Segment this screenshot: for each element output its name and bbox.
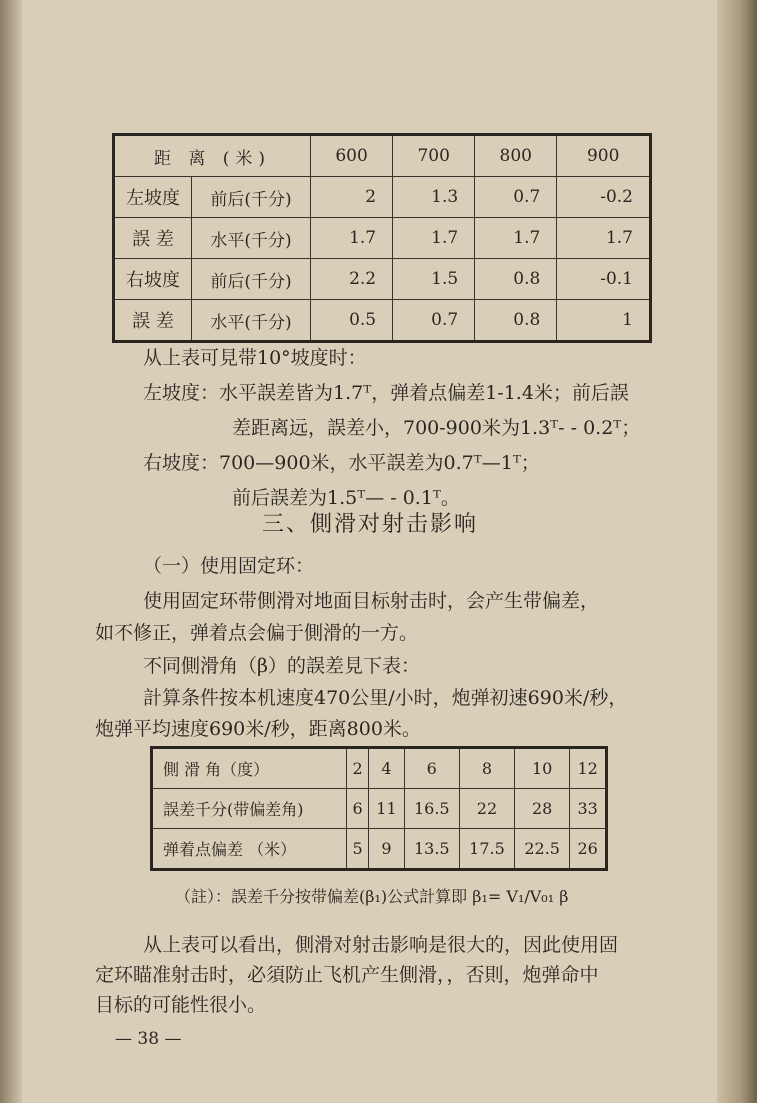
- table-cell: 13.5: [404, 829, 459, 870]
- paragraph-line: 計算条件按本机速度470公里/小时，炮弹初速690米/秒，: [143, 687, 628, 709]
- row-label: 弹着点偏差 （米）: [152, 829, 347, 870]
- table-cell: 0.5: [311, 300, 393, 342]
- table-row: [152, 748, 607, 789]
- table-cell: 1.7: [557, 218, 651, 259]
- paragraph-line: 如不修正，弹着点会偏于側滑的一方。: [95, 622, 419, 644]
- table-cell: 2: [347, 748, 369, 789]
- table-cell: 33: [570, 789, 607, 829]
- table-row: [152, 789, 607, 829]
- table-cell: 11: [369, 789, 404, 829]
- table-cell: 26: [570, 829, 607, 870]
- row-label: 誤差千分(带偏差角): [152, 789, 347, 829]
- sub-heading: （一）使用固定环：: [143, 555, 315, 577]
- table-cell: 8: [459, 748, 514, 789]
- paragraph-line: 使用固定环带側滑对地面目标射击时，会产生带偏差，: [143, 590, 600, 612]
- paragraph-line: 右坡度：700—900米，水平誤差为0.7ᵀ—1ᵀ；: [143, 452, 540, 474]
- table-row: [114, 218, 651, 259]
- col-header: 600: [311, 135, 393, 177]
- book-spine: [0, 0, 22, 1103]
- col-header: 900: [557, 135, 651, 177]
- group-label: 誤 差: [114, 218, 192, 259]
- table-cell: -0.1: [557, 259, 651, 300]
- table-cell: 12: [570, 748, 607, 789]
- table-row: [152, 829, 607, 870]
- group-label: 右坡度: [114, 259, 192, 300]
- table-cell: 6: [404, 748, 459, 789]
- paragraph-line: 定环瞄准射击时，必須防止飞机产生側滑，，否則，炮弹命中: [95, 964, 599, 986]
- table-cell: 22.5: [515, 829, 570, 870]
- paragraph-line: 差距离远，誤差小，700-900米为1.3ᵀ- - 0.2ᵀ；: [232, 417, 641, 439]
- col-header: 800: [475, 135, 557, 177]
- row-label: 水平(千分): [192, 300, 311, 342]
- table-cell: 1.7: [393, 218, 475, 259]
- paragraph-line: 不同側滑角（β）的誤差見下表：: [143, 655, 420, 677]
- slope-error-table: [112, 133, 652, 343]
- group-label: 誤 差: [114, 300, 192, 342]
- table-cell: 16.5: [404, 789, 459, 829]
- paragraph-line: 左坡度：水平誤差皆为1.7ᵀ，弹着点偏差1-1.4米；前后誤: [143, 382, 629, 404]
- table-cell: 1: [557, 300, 651, 342]
- table-cell: 6: [347, 789, 369, 829]
- table-header-row: [114, 135, 651, 177]
- table-cell: 0.8: [475, 259, 557, 300]
- table-cell: 0.7: [393, 300, 475, 342]
- table-cell: 28: [515, 789, 570, 829]
- paragraph-line: 从上表可以看出，側滑对射击影响是很大的，因此使用固: [143, 934, 619, 956]
- row-label: 前后(千分): [192, 259, 311, 300]
- table-row: [114, 300, 651, 342]
- table-cell: 22: [459, 789, 514, 829]
- table-cell: 2.2: [311, 259, 393, 300]
- distance-header: 距 离 (米): [114, 135, 311, 177]
- paragraph-line: 从上表可見带10°坡度时：: [143, 347, 367, 369]
- table-cell: 4: [369, 748, 404, 789]
- section-heading: 三、側滑对射击影响: [262, 512, 479, 537]
- formula-note: （註）：誤差千分按带偏差(β₁)公式計算即 β₁= V₁/V₀₁ β: [175, 887, 569, 906]
- table-cell: 0.8: [475, 300, 557, 342]
- table-cell: -0.2: [557, 177, 651, 218]
- table-cell: 1.7: [475, 218, 557, 259]
- sideslip-error-table: [150, 746, 608, 871]
- row-label: 前后(千分): [192, 177, 311, 218]
- table-cell: 17.5: [459, 829, 514, 870]
- paragraph-line: 炮弹平均速度690米/秒，距离800米。: [95, 718, 421, 740]
- table-cell: 0.7: [475, 177, 557, 218]
- page-edge: [717, 0, 757, 1103]
- col-header: 700: [393, 135, 475, 177]
- table-row: [114, 259, 651, 300]
- row-label: 水平(千分): [192, 218, 311, 259]
- table-cell: 5: [347, 829, 369, 870]
- table-cell: 1.5: [393, 259, 475, 300]
- group-label: 左坡度: [114, 177, 192, 218]
- table-cell: 9: [369, 829, 404, 870]
- table-row: [114, 177, 651, 218]
- table-cell: 2: [311, 177, 393, 218]
- paragraph-line: 目标的可能性很小。: [95, 994, 267, 1016]
- paragraph-line: 前后誤差为1.5ᵀ— - 0.1ᵀ。: [232, 487, 460, 509]
- row-label: 側 滑 角（度）: [152, 748, 347, 789]
- table-cell: 10: [515, 748, 570, 789]
- table-cell: 1.3: [393, 177, 475, 218]
- table-cell: 1.7: [311, 218, 393, 259]
- page-number: — 38 —: [115, 1029, 182, 1049]
